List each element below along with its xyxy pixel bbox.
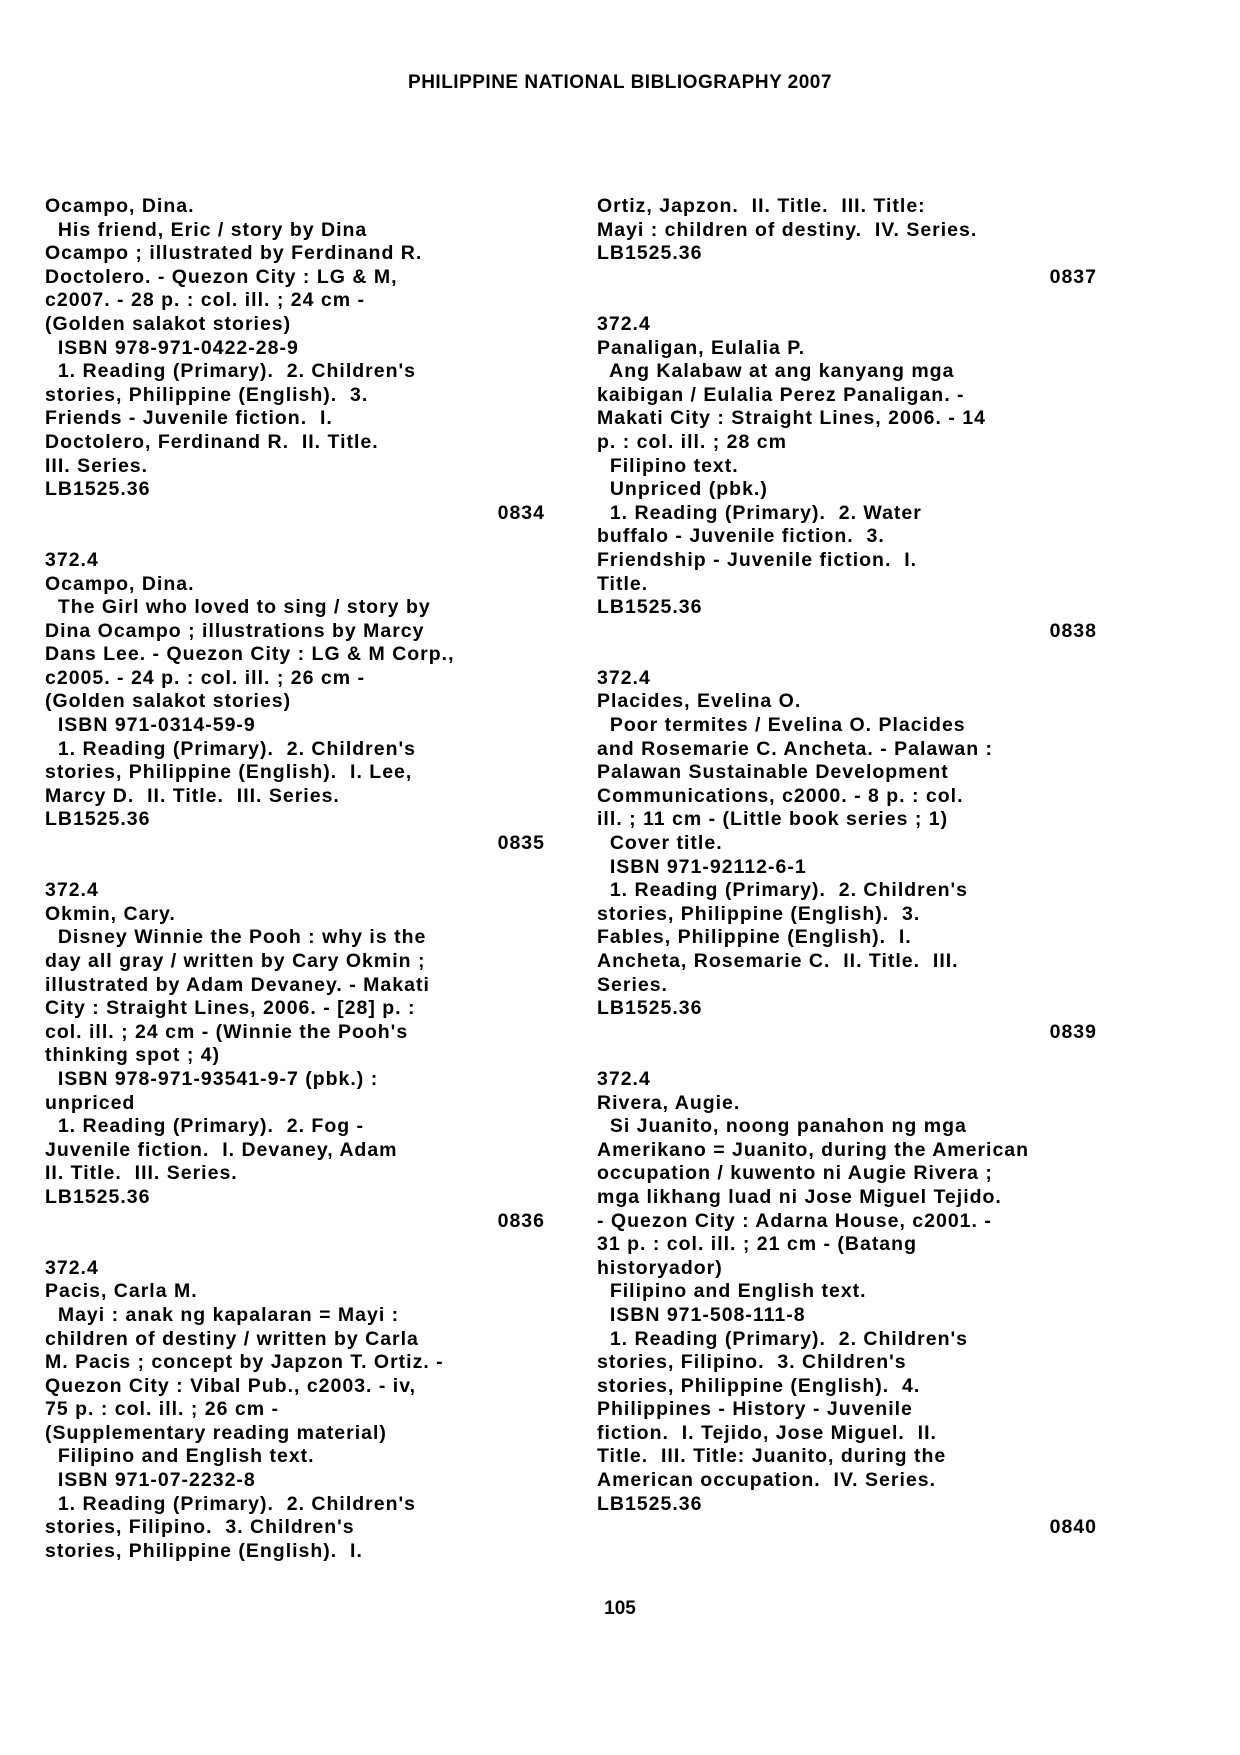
entry-line: historyador) xyxy=(597,1256,723,1279)
entry-line: 1. Reading (Primary). 2. Children's xyxy=(45,1492,416,1515)
entry-line: Mayi : anak ng kapalaran = Mayi : xyxy=(45,1303,400,1326)
entry-line: ISBN 971-07-2232-8 xyxy=(45,1469,256,1492)
entry-spacer xyxy=(45,525,545,549)
entry-line: Panaligan, Eulalia P. xyxy=(597,336,806,359)
entry-line: stories, Philippine (English). I. Lee, xyxy=(45,761,413,784)
entry-line: 31 p. : col. ill. ; 21 cm - (Batang xyxy=(597,1233,917,1256)
entry-line: Title. III. Title: Juanito, during the xyxy=(597,1445,947,1468)
entry-line: Unpriced (pbk.) xyxy=(597,478,768,501)
entry-control-number: 0835 xyxy=(497,832,545,855)
entry-line: children of destiny / written by Carla xyxy=(45,1327,419,1350)
entry-line: Marcy D. II. Title. III. Series. xyxy=(45,784,340,807)
entry-line: Filipino text. xyxy=(597,454,739,477)
entry-line: Ocampo, Dina. xyxy=(45,195,195,217)
entry-line: c2005. - 24 p. : col. ill. ; 26 cm - xyxy=(45,666,365,689)
entry-line: stories, Philippine (English). I. xyxy=(45,1539,363,1562)
entry-line: Si Juanito, noong panahon ng mga xyxy=(597,1115,967,1138)
entry-control-number: 0837 xyxy=(1049,265,1097,288)
entry-line: (Supplementary reading material) xyxy=(45,1421,387,1444)
entry-line: ISBN 971-92112-6-1 xyxy=(597,855,807,878)
entry-line: Cover title. xyxy=(597,832,723,855)
entry-line: Filipino and English text. xyxy=(45,1445,315,1468)
left-column xyxy=(45,195,545,1563)
entry-line: 372.4 xyxy=(45,879,99,902)
entry-line: Juvenile fiction. I. Devaney, Adam xyxy=(45,1138,398,1161)
entry-line: LB1525.36 xyxy=(45,478,151,501)
entry-line: LB1525.36 xyxy=(597,596,703,619)
entry-line: LB1525.36 xyxy=(597,242,703,265)
entry-control-number: 0839 xyxy=(1049,1020,1097,1043)
entry-line: Ancheta, Rosemarie C. II. Title. III. xyxy=(597,950,959,972)
entry-line: kaibigan / Eulalia Perez Panaligan. - xyxy=(597,383,965,406)
entry-line: Series. xyxy=(597,973,668,996)
entry-line: II. Title. III. Series. xyxy=(45,1162,238,1185)
entry-line: Philippines - History - Juvenile xyxy=(597,1398,913,1421)
entry-line: City : Straight Lines, 2006. - [28] p. : xyxy=(45,997,416,1020)
entry-control-number: 0836 xyxy=(497,1209,545,1232)
entry-line: (Golden salakot stories) xyxy=(45,312,292,335)
entry-spacer xyxy=(597,289,1097,313)
entry-line: 372.4 xyxy=(597,312,651,335)
entry-spacer xyxy=(45,856,545,880)
entry-line: Dina Ocampo ; illustrations by Marcy xyxy=(45,619,425,642)
entry-line: Communications, c2000. - 8 p. : col. xyxy=(597,784,964,807)
entry-line: thinking spot ; 4) xyxy=(45,1044,221,1067)
entry-line: M. Pacis ; concept by Japzon T. Ortiz. - xyxy=(45,1351,444,1374)
entry-line: stories, Philippine (English). 4. xyxy=(597,1374,921,1397)
entry-line: unpriced xyxy=(45,1091,136,1114)
page-number: 105 xyxy=(604,1598,636,1619)
entry-line: 372.4 xyxy=(45,1256,99,1279)
entry-line: c2007. - 28 p. : col. ill. ; 24 cm - xyxy=(45,289,365,312)
entry-line: Ortiz, Japzon. II. Title. III. Title: xyxy=(597,195,926,217)
entry-line: 1. Reading (Primary). 2. Fog - xyxy=(45,1115,365,1138)
entry-control-number: 0838 xyxy=(1049,619,1097,642)
entry-line: Palawan Sustainable Development xyxy=(597,761,949,784)
entry-line: - Quezon City : Adarna House, c2001. - xyxy=(597,1209,992,1232)
entry-line: Pacis, Carla M. xyxy=(45,1280,198,1303)
entry-line: fiction. I. Tejido, Jose Miguel. II. xyxy=(597,1421,937,1444)
entry-line: Okmin, Cary. xyxy=(45,902,176,925)
entry-line: LB1525.36 xyxy=(45,1185,151,1208)
entry-line: The Girl who loved to sing / story by xyxy=(45,596,431,619)
entry-line: III. Series. xyxy=(45,454,149,477)
entry-line: occupation / kuwento ni Augie Rivera ; xyxy=(597,1162,993,1185)
entry-line: Ocampo, Dina. xyxy=(45,572,195,595)
entry-spacer xyxy=(597,643,1097,667)
entry-line: 372.4 xyxy=(45,548,99,571)
entry-line: Ocampo ; illustrated by Ferdinand R. xyxy=(45,242,423,265)
entry-line: Rivera, Augie. xyxy=(597,1091,741,1114)
entry-line: mga likhang luad ni Jose Miguel Tejido. xyxy=(597,1185,1002,1208)
entry-line: 1. Reading (Primary). 2. Children's xyxy=(45,360,416,383)
entry-line: and Rosemarie C. Ancheta. - Palawan : xyxy=(597,737,994,760)
entry-line: 1. Reading (Primary). 2. Children's xyxy=(597,879,968,902)
entry-line: 1. Reading (Primary). 2. Water xyxy=(597,501,922,524)
entry-line: Makati City : Straight Lines, 2006. - 14 xyxy=(597,407,986,430)
entry-line: Quezon City : Vibal Pub., c2003. - iv, xyxy=(45,1374,417,1397)
entry-line: 1. Reading (Primary). 2. Children's xyxy=(597,1327,968,1350)
entry-line: buffalo - Juvenile fiction. 3. xyxy=(597,525,885,548)
entry-line: illustrated by Adam Devaney. - Makati xyxy=(45,973,430,996)
entry-line: Ang Kalabaw at ang kanyang mga xyxy=(597,360,955,383)
entry-line: ISBN 978-971-93541-9-7 (pbk.) : xyxy=(45,1067,379,1090)
entry-line: Amerikano = Juanito, during the American xyxy=(597,1138,1030,1161)
bibliography-entry xyxy=(45,1257,545,1564)
bibliography-entry xyxy=(45,195,545,525)
entry-line: Poor termites / Evelina O. Placides xyxy=(597,714,966,737)
bibliography-entry xyxy=(597,667,1097,1045)
right-column xyxy=(597,195,1097,1540)
entry-line: ISBN 971-508-111-8 xyxy=(597,1303,806,1326)
entry-line: 75 p. : col. ill. ; 26 cm - xyxy=(45,1398,279,1421)
entry-line: p. : col. ill. ; 28 cm xyxy=(597,430,787,453)
entry-line: Doctolero, Ferdinand R. II. Title. xyxy=(45,430,379,453)
entry-line: 372.4 xyxy=(597,1067,651,1090)
page-header-title: PHILIPPINE NATIONAL BIBLIOGRAPHY 2007 xyxy=(408,72,832,93)
bibliography-entry xyxy=(45,549,545,856)
entry-line: stories, Philippine (English). 3. xyxy=(597,902,921,925)
entry-line: ISBN 971-0314-59-9 xyxy=(45,714,256,737)
entry-line: American occupation. IV. Series. xyxy=(597,1469,936,1492)
entry-line: day all gray / written by Cary Okmin ; xyxy=(45,950,426,972)
entry-line: LB1525.36 xyxy=(597,997,703,1020)
entry-line: LB1525.36 xyxy=(597,1492,703,1515)
entry-spacer xyxy=(45,1233,545,1257)
entry-line: Doctolero. - Quezon City : LG & M, xyxy=(45,265,398,288)
entry-line: 1. Reading (Primary). 2. Children's xyxy=(45,737,416,760)
entry-spacer xyxy=(597,1044,1097,1068)
entry-line: stories, Filipino. 3. Children's xyxy=(597,1351,907,1374)
entry-line: Friendship - Juvenile fiction. I. xyxy=(597,548,918,571)
entry-line: col. ill. ; 24 cm - (Winnie the Pooh's xyxy=(45,1020,409,1043)
entry-line: Fables, Philippine (English). I. xyxy=(597,926,912,949)
bibliography-entry xyxy=(597,313,1097,643)
entry-control-number: 0840 xyxy=(1049,1516,1097,1539)
entry-line: stories, Filipino. 3. Children's xyxy=(45,1516,355,1539)
entry-control-number: 0834 xyxy=(497,501,545,524)
bibliography-entry xyxy=(597,1068,1097,1540)
entry-line: Disney Winnie the Pooh : why is the xyxy=(45,926,427,949)
entry-line: 372.4 xyxy=(597,666,651,689)
entry-line: (Golden salakot stories) xyxy=(45,690,292,713)
entry-line: stories, Philippine (English). 3. xyxy=(45,383,369,406)
entry-line: ill. ; 11 cm - (Little book series ; 1) xyxy=(597,808,949,831)
entry-line: ISBN 978-971-0422-28-9 xyxy=(45,336,299,359)
bibliography-entry xyxy=(597,195,1097,289)
entry-line: Placides, Evelina O. xyxy=(597,690,802,713)
entry-line: Filipino and English text. xyxy=(597,1280,867,1303)
entry-line: LB1525.36 xyxy=(45,808,151,831)
entry-line: Mayi : children of destiny. IV. Series. xyxy=(597,218,978,241)
entry-line: Title. xyxy=(597,572,649,595)
entry-line: Friends - Juvenile fiction. I. xyxy=(45,407,333,430)
entry-line: Dans Lee. - Quezon City : LG & M Corp., xyxy=(45,643,455,666)
bibliography-entry xyxy=(45,879,545,1233)
entry-line: His friend, Eric / story by Dina xyxy=(45,218,368,241)
